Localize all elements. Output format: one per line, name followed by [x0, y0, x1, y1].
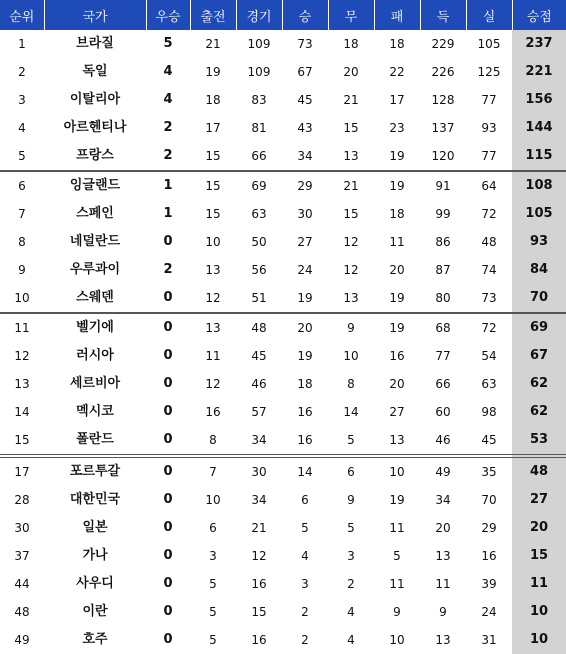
- cell-goals-for: 60: [435, 405, 451, 419]
- cell-goals-against: 125: [477, 65, 501, 79]
- cell-appearances: 15: [205, 207, 221, 221]
- cell-matches: 109: [247, 37, 271, 51]
- cell-losses: 22: [389, 65, 405, 79]
- cell-goals-against: 74: [481, 263, 497, 277]
- cell-matches: 66: [236, 142, 282, 171]
- header-matches: 경기: [236, 0, 282, 30]
- cell-rank: 11: [14, 321, 30, 335]
- cell-country: 스웨덴: [44, 284, 146, 313]
- header-rank: 순위: [0, 0, 44, 30]
- cell-wins: 18: [297, 377, 313, 391]
- cell-appearances: 10: [205, 235, 221, 249]
- cell-rank: 10: [0, 284, 44, 313]
- cell-appearances: 5: [209, 633, 217, 647]
- cell-country: 이탈리아: [69, 92, 121, 107]
- cell-goals-against: 77: [481, 93, 497, 107]
- cell-wins: 73: [297, 37, 313, 51]
- cell-appearances: 15: [190, 142, 236, 171]
- cell-appearances: 11: [205, 349, 221, 363]
- table-row: [0, 284, 566, 313]
- cell-draws: 13: [328, 284, 374, 313]
- cell-points: 11: [512, 570, 566, 598]
- cell-draws: 14: [343, 405, 359, 419]
- cell-rank: 4: [18, 121, 26, 135]
- cell-country: 네덜란드: [69, 234, 121, 249]
- cell-goals-against: 93: [481, 121, 497, 135]
- table-body: [0, 30, 566, 654]
- cell-draws: 4: [347, 605, 355, 619]
- header-country: 국가: [44, 0, 146, 30]
- cell-matches: 56: [251, 263, 267, 277]
- cell-points: 84: [512, 256, 566, 284]
- cell-goals-for: 86: [435, 235, 451, 249]
- cell-goals-against: 39: [481, 577, 497, 591]
- cell-rank: 1: [18, 37, 26, 51]
- cell-matches: 69: [251, 179, 267, 193]
- table-row: [0, 228, 566, 256]
- cell-titles: 4: [163, 92, 173, 107]
- cell-draws: 2: [347, 577, 355, 591]
- cell-points: 62: [512, 398, 566, 426]
- cell-goals-for: 229: [431, 37, 455, 51]
- cell-goals-against: 45: [466, 426, 512, 456]
- cell-country: 잉글랜드: [69, 178, 121, 193]
- cell-goals-for: 9: [439, 605, 447, 619]
- header-row: [0, 0, 566, 30]
- cell-rank: 13: [14, 377, 30, 391]
- cell-draws: 18: [343, 37, 359, 51]
- cell-losses: 19: [389, 493, 405, 507]
- cell-appearances: 12: [190, 284, 236, 313]
- cell-rank: 15: [0, 426, 44, 456]
- cell-rank: 3: [18, 93, 26, 107]
- cell-draws: 12: [343, 235, 359, 249]
- cell-losses: 11: [389, 577, 405, 591]
- cell-country: 독일: [82, 64, 108, 79]
- header-titles: 우승: [146, 0, 190, 30]
- cell-wins: 3: [301, 577, 309, 591]
- table-row: [0, 256, 566, 284]
- cell-goals-for: 91: [435, 179, 451, 193]
- cell-rank: 7: [18, 207, 26, 221]
- cell-appearances: 16: [205, 405, 221, 419]
- cell-country: 호주: [82, 632, 108, 647]
- cell-goals-against: 70: [481, 493, 497, 507]
- cell-rank: 8: [18, 235, 26, 249]
- cell-wins: 2: [301, 633, 309, 647]
- cell-wins: 34: [282, 142, 328, 171]
- cell-points: 10: [512, 598, 566, 626]
- cell-losses: 19: [389, 321, 405, 335]
- cell-goals-against: 73: [466, 284, 512, 313]
- cell-titles: 1: [163, 178, 173, 193]
- cell-country: 일본: [82, 520, 108, 535]
- cell-goals-for: 77: [435, 349, 451, 363]
- header-wins: 승: [282, 0, 328, 30]
- cell-wins: 19: [297, 349, 313, 363]
- table-row: [0, 486, 566, 514]
- cell-draws: 5: [347, 521, 355, 535]
- header-points: 승점: [512, 0, 566, 30]
- cell-matches: 21: [251, 521, 267, 535]
- cell-points: 69: [512, 313, 566, 342]
- table-row: [0, 200, 566, 228]
- cell-rank: 48: [14, 605, 30, 619]
- cell-losses: 19: [374, 284, 420, 313]
- cell-losses: 17: [389, 93, 405, 107]
- cell-goals-for: 20: [435, 521, 451, 535]
- cell-rank: 2: [18, 65, 26, 79]
- cell-goals-for: 34: [435, 493, 451, 507]
- cell-matches: 48: [251, 321, 267, 335]
- cell-goals-for: 13: [435, 549, 451, 563]
- cell-rank: 37: [14, 549, 30, 563]
- cell-draws: 10: [343, 349, 359, 363]
- cell-appearances: 10: [205, 493, 221, 507]
- cell-country: 가나: [82, 548, 108, 563]
- table-row: [0, 142, 566, 171]
- cell-titles: 0: [146, 284, 190, 313]
- table-row: [0, 370, 566, 398]
- cell-titles: 0: [163, 320, 173, 335]
- cell-points: 67: [512, 342, 566, 370]
- cell-wins: 4: [301, 549, 309, 563]
- cell-titles: 0: [163, 576, 173, 591]
- cell-rank: 9: [18, 263, 26, 277]
- cell-points: 105: [512, 200, 566, 228]
- cell-losses: 18: [389, 37, 405, 51]
- cell-wins: 5: [301, 521, 309, 535]
- cell-country: 우루과이: [69, 262, 121, 277]
- cell-points: 144: [512, 114, 566, 142]
- cell-titles: 2: [163, 262, 173, 277]
- cell-wins: 67: [297, 65, 313, 79]
- cell-losses: 13: [374, 426, 420, 456]
- cell-appearances: 6: [209, 521, 217, 535]
- cell-country: 브라질: [76, 36, 114, 51]
- cell-points: 93: [512, 228, 566, 256]
- table-row: [0, 313, 566, 342]
- cell-draws: 15: [343, 121, 359, 135]
- cell-titles: 0: [163, 520, 173, 535]
- table-row: [0, 426, 566, 456]
- cell-country: 사우디: [76, 576, 114, 591]
- cell-draws: 9: [347, 321, 355, 335]
- cell-appearances: 3: [209, 549, 217, 563]
- cell-losses: 20: [389, 263, 405, 277]
- cell-draws: 6: [347, 465, 355, 479]
- cell-matches: 16: [251, 577, 267, 591]
- cell-matches: 57: [251, 405, 267, 419]
- header-losses: 패: [374, 0, 420, 30]
- cell-appearances: 12: [205, 377, 221, 391]
- table-row: [0, 456, 566, 486]
- table-row: [0, 570, 566, 598]
- cell-wins: 16: [282, 426, 328, 456]
- cell-rank: 44: [14, 577, 30, 591]
- table-row: [0, 58, 566, 86]
- cell-country: 벨기에: [76, 320, 114, 335]
- cell-draws: 4: [347, 633, 355, 647]
- cell-wins: 45: [297, 93, 313, 107]
- cell-draws: 5: [328, 426, 374, 456]
- cell-appearances: 19: [205, 65, 221, 79]
- cell-goals-for: 66: [435, 377, 451, 391]
- cell-wins: 2: [301, 605, 309, 619]
- cell-matches: 81: [251, 121, 267, 135]
- cell-rank: 12: [14, 349, 30, 363]
- cell-draws: 8: [347, 377, 355, 391]
- cell-losses: 20: [389, 377, 405, 391]
- cell-titles: 4: [163, 64, 173, 79]
- cell-titles: 0: [163, 464, 173, 479]
- cell-goals-against: 48: [481, 235, 497, 249]
- cell-wins: 6: [301, 493, 309, 507]
- cell-appearances: 5: [209, 605, 217, 619]
- cell-goals-for: 80: [420, 284, 466, 313]
- cell-titles: 0: [163, 404, 173, 419]
- cell-rank: 28: [14, 493, 30, 507]
- cell-wins: 16: [297, 405, 313, 419]
- cell-wins: 24: [297, 263, 313, 277]
- cell-goals-against: 54: [481, 349, 497, 363]
- cell-goals-against: 35: [481, 465, 497, 479]
- cell-titles: 0: [163, 348, 173, 363]
- table-row: [0, 598, 566, 626]
- cell-rank: 49: [14, 633, 30, 647]
- cell-rank: 14: [14, 405, 30, 419]
- cell-titles: 2: [146, 142, 190, 171]
- cell-draws: 12: [343, 263, 359, 277]
- cell-goals-against: 77: [466, 142, 512, 171]
- cell-wins: 30: [297, 207, 313, 221]
- cell-appearances: 8: [190, 426, 236, 456]
- table-header: [0, 0, 566, 30]
- cell-matches: 50: [251, 235, 267, 249]
- cell-matches: 83: [251, 93, 267, 107]
- cell-points: 48: [512, 456, 566, 486]
- cell-points: 15: [512, 542, 566, 570]
- cell-wins: 27: [297, 235, 313, 249]
- cell-losses: 9: [393, 605, 401, 619]
- cell-matches: 34: [236, 426, 282, 456]
- cell-matches: 12: [251, 549, 267, 563]
- cell-points: 70: [512, 284, 566, 313]
- cell-points: 53: [512, 426, 566, 456]
- cell-goals-against: 98: [481, 405, 497, 419]
- cell-goals-against: 16: [481, 549, 497, 563]
- table-row: [0, 171, 566, 200]
- cell-appearances: 5: [209, 577, 217, 591]
- header-draws: 무: [328, 0, 374, 30]
- cell-draws: 21: [343, 179, 359, 193]
- cell-goals-for: 13: [435, 633, 451, 647]
- cell-goals-against: 29: [481, 521, 497, 535]
- cell-titles: 5: [163, 36, 173, 51]
- cell-draws: 13: [328, 142, 374, 171]
- cell-draws: 9: [347, 493, 355, 507]
- cell-country: 프랑스: [44, 142, 146, 171]
- table-row: [0, 398, 566, 426]
- cell-losses: 19: [389, 179, 405, 193]
- cell-wins: 19: [282, 284, 328, 313]
- cell-rank: 30: [14, 521, 30, 535]
- cell-losses: 16: [389, 349, 405, 363]
- cell-appearances: 13: [205, 321, 221, 335]
- cell-titles: 0: [163, 376, 173, 391]
- cell-goals-for: 46: [420, 426, 466, 456]
- cell-wins: 29: [297, 179, 313, 193]
- cell-goals-against: 72: [481, 321, 497, 335]
- cell-country: 스페인: [76, 206, 114, 221]
- cell-losses: 11: [389, 235, 405, 249]
- cell-matches: 34: [251, 493, 267, 507]
- cell-goals-against: 63: [481, 377, 497, 391]
- header-goals-against: 실: [466, 0, 512, 30]
- table-row: [0, 514, 566, 542]
- cell-losses: 19: [374, 142, 420, 171]
- cell-rank: 5: [0, 142, 44, 171]
- cell-draws: 15: [343, 207, 359, 221]
- cell-appearances: 21: [205, 37, 221, 51]
- cell-appearances: 7: [209, 465, 217, 479]
- cell-points: 20: [512, 514, 566, 542]
- cell-draws: 21: [343, 93, 359, 107]
- cell-goals-against: 72: [481, 207, 497, 221]
- cell-titles: 0: [163, 604, 173, 619]
- cell-matches: 16: [251, 633, 267, 647]
- cell-country: 아르헨티나: [63, 120, 127, 135]
- cell-matches: 63: [251, 207, 267, 221]
- cell-matches: 51: [236, 284, 282, 313]
- cell-matches: 45: [251, 349, 267, 363]
- table-row: [0, 114, 566, 142]
- cell-losses: 11: [389, 521, 405, 535]
- cell-titles: 0: [163, 632, 173, 647]
- cell-matches: 109: [247, 65, 271, 79]
- header-goals-for: 득: [420, 0, 466, 30]
- cell-country: 세르비아: [69, 376, 121, 391]
- cell-points: 237: [512, 30, 566, 58]
- cell-goals-against: 64: [481, 179, 497, 193]
- cell-draws: 20: [343, 65, 359, 79]
- cell-goals-for: 137: [431, 121, 455, 135]
- cell-country: 멕시코: [76, 404, 114, 419]
- cell-draws: 3: [347, 549, 355, 563]
- cell-goals-for: 87: [435, 263, 451, 277]
- cell-titles: 0: [146, 426, 190, 456]
- cell-goals-for: 120: [420, 142, 466, 171]
- table-row: [0, 30, 566, 58]
- cell-points: 156: [512, 86, 566, 114]
- cell-goals-for: 49: [435, 465, 451, 479]
- cell-losses: 18: [389, 207, 405, 221]
- cell-titles: 0: [163, 492, 173, 507]
- cell-appearances: 17: [205, 121, 221, 135]
- cell-wins: 20: [297, 321, 313, 335]
- table-row: [0, 86, 566, 114]
- cell-titles: 0: [163, 548, 173, 563]
- cell-wins: 43: [297, 121, 313, 135]
- cell-appearances: 13: [205, 263, 221, 277]
- cell-country: 포르투갈: [69, 464, 121, 479]
- cell-matches: 46: [251, 377, 267, 391]
- cell-goals-for: 226: [431, 65, 455, 79]
- cell-goals-for: 11: [435, 577, 451, 591]
- cell-points: 115: [512, 142, 566, 171]
- table-row: [0, 342, 566, 370]
- cell-country: 대한민국: [69, 492, 121, 507]
- cell-goals-against: 105: [477, 37, 501, 51]
- cell-losses: 23: [389, 121, 405, 135]
- cell-matches: 15: [251, 605, 267, 619]
- cell-losses: 10: [389, 465, 405, 479]
- cell-goals-against: 24: [481, 605, 497, 619]
- cell-titles: 1: [163, 206, 173, 221]
- cell-titles: 2: [163, 120, 173, 135]
- cell-wins: 14: [297, 465, 313, 479]
- cell-rank: 6: [18, 179, 26, 193]
- cell-matches: 30: [251, 465, 267, 479]
- cell-rank: 17: [14, 465, 30, 479]
- cell-goals-for: 68: [435, 321, 451, 335]
- cell-points: 27: [512, 486, 566, 514]
- cell-points: 62: [512, 370, 566, 398]
- table-row: [0, 626, 566, 654]
- cell-country: 이란: [82, 604, 108, 619]
- cell-goals-for: 128: [431, 93, 455, 107]
- cell-goals-for: 99: [435, 207, 451, 221]
- cell-titles: 0: [163, 234, 173, 249]
- cell-appearances: 18: [205, 93, 221, 107]
- header-appearances: 출전: [190, 0, 236, 30]
- cell-points: 10: [512, 626, 566, 654]
- cell-losses: 27: [389, 405, 405, 419]
- cell-losses: 5: [393, 549, 401, 563]
- cell-points: 221: [512, 58, 566, 86]
- table-row: [0, 542, 566, 570]
- cell-appearances: 15: [205, 179, 221, 193]
- cell-points: 108: [512, 171, 566, 200]
- cell-country: 폴란드: [44, 426, 146, 456]
- cell-country: 러시아: [76, 348, 114, 363]
- cell-goals-against: 31: [481, 633, 497, 647]
- cell-losses: 10: [389, 633, 405, 647]
